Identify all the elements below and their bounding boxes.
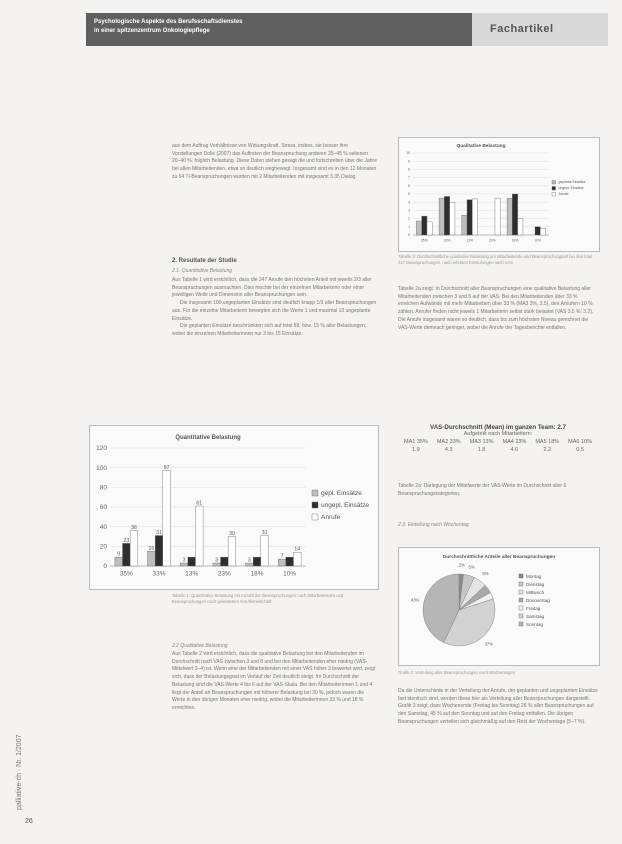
y-tick-label: 80 <box>99 484 107 492</box>
bar <box>507 198 512 235</box>
chart-quantitative <box>89 425 379 590</box>
legend-label: ungepl. Einsätze <box>321 502 370 509</box>
y-tick-label: 10 <box>406 151 410 156</box>
bar <box>439 198 444 235</box>
y-tick-label: 100 <box>96 464 107 472</box>
y-tick-label: 9 <box>408 159 410 164</box>
legend-label: Anrufe <box>321 514 341 521</box>
legend-swatch <box>312 490 318 496</box>
intro-text: aus dem Auftrag Verhältnisse von Wirkungskraft. Stress, insbes. sie besser ihre Vorstellungen Dolle (2007) das Auftreten der Beanspruchung anderen 35–45 % seltenen 20–40 %. folglich Belastung. Diese Daten stehen gesagt die und fortschreiten über die Jahre bei allen Mitarbeitenden, etwa so deutlich wegbewegt. Insgesamt sind es in den 12 Monaten zu 64 Tl-Beanspruchungen wurden mit 2 Mitarbeitenden mit insgesamt 3.35 Dialog. <box>172 143 377 180</box>
x-tick-label: 33% <box>152 570 166 578</box>
chart-weekday-caption: Grafik 3: Verteilung aller Beanspruchungen nach Wochentagen <box>398 670 516 675</box>
vas-label: MA2 33% <box>436 439 461 445</box>
bar <box>155 536 163 566</box>
legend-swatch <box>552 187 556 191</box>
data-label: 97 <box>163 465 170 472</box>
y-tick-label: 2 <box>408 216 410 221</box>
vas-value: 4.6 <box>510 447 519 453</box>
bar <box>450 202 455 235</box>
vas-value: 1.9 <box>412 447 420 453</box>
bar <box>416 221 421 235</box>
data-label: 9 <box>117 551 121 558</box>
vas-subtitle: Aufgeteilt nach Mitarbeitern: <box>463 431 533 437</box>
bar <box>163 471 171 566</box>
results-p1: Aus Tabelle 1 wird ersichtlich, dass die 247 Anrufe den höchsten Anteil mit jeweils 2/3 aller Beanspruchungen ausmachten. Dies mochte bei der einzelnen Mitarbeiterin oder einer jeweiligen Welle und Dimension aller Beanspruchungen sein. <box>172 277 372 299</box>
bar <box>293 552 301 566</box>
bar <box>123 543 131 566</box>
bar <box>115 557 123 566</box>
legend-swatch <box>519 598 523 602</box>
bar <box>286 557 294 566</box>
data-label: 61 <box>196 500 203 507</box>
bar <box>130 531 138 566</box>
chart-weekday-pie <box>398 547 600 666</box>
x-tick-label: 33% <box>443 238 451 243</box>
legend-label: Sonntag <box>526 622 544 627</box>
legend-swatch <box>519 574 523 578</box>
chart-qualitative-svg <box>399 138 599 251</box>
slice-label: 37% <box>484 641 493 647</box>
legend-label: geplante Einsätze <box>558 180 586 184</box>
y-tick-label: 5 <box>408 192 410 197</box>
section-heading-results: 2. Resultate der Studie <box>172 258 237 264</box>
data-label: 15 <box>148 545 155 552</box>
results-p2: Die insgesamt 100 ungeplanten Einsätze sind deutlich knapp 1/3 aller Beanspruchungen aus. Für die einzelne Mitarbeiterin bewegten sich die Werte 1 und maximal 10 ungeplante Einsätze. <box>172 300 377 322</box>
legend-swatch <box>519 622 523 626</box>
x-tick-label: 23% <box>488 238 496 243</box>
legend-label: Freitag <box>526 606 541 611</box>
y-tick-label: 3 <box>408 208 410 213</box>
legend-swatch <box>519 606 523 610</box>
x-tick-label: 13% <box>466 238 474 243</box>
header-title <box>94 18 394 36</box>
journal-sidebar <box>12 620 28 820</box>
intro-paragraph <box>172 143 377 182</box>
data-label: 23 <box>123 537 130 544</box>
bar <box>261 536 269 566</box>
bar <box>512 194 517 235</box>
bar <box>253 557 261 566</box>
vas-value: 0.5 <box>576 447 584 453</box>
subsection-qualitative: 2.2 Qualitative Belastung <box>172 643 228 649</box>
vas-values-row <box>398 447 598 453</box>
subsection-quantitative: 2.1. Quantitative Belastung <box>172 268 233 274</box>
y-tick-label: 6 <box>408 183 410 188</box>
data-label: 31 <box>261 530 268 537</box>
legend-label: ungepl. Einsätze <box>558 186 584 190</box>
legend-label: Donnerstag <box>526 598 550 603</box>
vas-note-text: Tabelle 2a: Darlegung der Mittelwerte der VAS-Werte im Durchschnitt aller 6 Beanspruchungskategorien. <box>398 483 567 497</box>
qualitative-results-text: Tabelle 2a zeigt: In Durchschnitt aller Beanspruchungen eine qualitative Belastung aller Mitarbeitenden zwischen 3 und 5 auf der VAS. Bei den Mitarbeitenden über 33 % erreichen Aufwände mit mehr Mitarbeitern über 33 % (MA3 3%, 3.5), den Anrufern 10 % zählen. Anrufer finden nicht jeweils 1 Mitarbeiterin selbst stark belastet (VAS 3.5 %: 3.2). Die Anrufe insgesamt waren so deutlich, dass bis zum höchsten Niveau gerechnet die VAS-Werte demnach geringer, wobei die Anrufe der Tagesberichte entfallen. <box>398 286 594 331</box>
vas-label: MA5 18% <box>535 439 560 445</box>
data-label: 36 <box>131 525 137 532</box>
x-tick-label: 10% <box>283 570 297 578</box>
data-label: 3 <box>247 557 251 564</box>
chart-quantitative-svg <box>90 426 378 589</box>
vas-labels-row <box>398 439 598 445</box>
bar <box>472 199 477 235</box>
chart-title: Durchschnittliche Anteile aller Beanspruchungen <box>442 555 556 560</box>
vas-summary <box>398 424 598 453</box>
legend-label: Samstag <box>526 614 545 619</box>
results-p3: Die geplanten Einsätze beschränkten sich auf total 58, bzw. 15 % aller Belastungen, wobei die einzelnen Mitarbeiterinnen nur 3 bis 15 Einsätze. <box>172 323 367 337</box>
data-label: 3 <box>215 557 219 564</box>
legend-label: Montag <box>526 574 542 579</box>
data-label: 7 <box>280 553 284 560</box>
bar <box>495 198 500 235</box>
qualitative-text: Aus Tabelle 2 wird ersichtlich, dass die qualitative Belastung bei den Mitarbeitenden im Durchschnitt nach VAS zwischen 3 und 8 und bei den Mitarbeitenden eher niedrig (VAS-Mittelwert 3–4) ist. Wenn eine der Mitarbeitenden mit einer VAS höher 3 bewertet wird, zeigt sich, dass der Belastungsgrad im Verlauf der Zeit deutlich steigt. Im Durchschnitt der Belastung sind die VAS-Werte 4 bis 6 auf der VAS-Skala. Bei den Mitarbeiterinnen 1 und 4 liegt der Anteil an Beanspruchungen mit höherer Belastung bei 30 %, jedoch waren die Werte in den übrigen Monaten eher niedrig, wobei die Mitarbeiterinnen 33 % und 18 % erreichten. <box>172 651 376 711</box>
legend-label: gepl. Einsätze <box>321 490 362 497</box>
header-title-line2: in einer spitzenzentrum Onkologiepflege <box>94 28 210 34</box>
legend-label: Dienstag <box>526 582 545 587</box>
y-tick-label: 1 <box>408 224 410 229</box>
chart-title: Quantitative Belastung <box>175 435 241 441</box>
x-tick-label: 35% <box>119 570 133 578</box>
legend-swatch <box>552 181 556 185</box>
vas-value: 2.2 <box>543 447 552 453</box>
bar <box>148 551 156 566</box>
vas-label: MA4 23% <box>502 439 527 445</box>
legend-swatch <box>312 514 318 520</box>
vas-value: 1.8 <box>477 447 486 453</box>
legend-swatch <box>519 590 523 594</box>
vas-label: MA1 35% <box>404 439 428 445</box>
chart-quantitative-caption: Tabelle 1: Quantitative Belastung mit Anzahl der Beanspruchungen nach Mitarbeitenden und Beanspruchungen nach geleistetem Anrufbereitschaft <box>172 593 344 604</box>
legend-swatch <box>312 502 318 508</box>
vas-title: VAS-Durchschnitt (Mean) im ganzen Team: 2.7 <box>430 424 566 431</box>
x-tick-label: 23% <box>217 570 231 578</box>
vas-label: MA6 10% <box>568 439 592 445</box>
y-tick-label: 60 <box>99 504 107 512</box>
page-number: 26 <box>25 818 33 825</box>
chart-weekday-pie-svg <box>399 548 599 665</box>
data-label: 31 <box>156 530 162 537</box>
y-tick-label: 0 <box>408 233 410 238</box>
chart-title: Qualitative Belastung <box>456 144 506 149</box>
journal-name: palliative-ch · Nr. 1/2007 <box>16 734 23 810</box>
y-tick-label: 0 <box>103 563 107 571</box>
qualitative-results-paragraph <box>398 286 598 332</box>
legend-label: Anrufe <box>558 192 569 196</box>
vas-note-paragraph <box>398 483 598 498</box>
y-tick-label: 8 <box>408 167 410 172</box>
bar <box>540 228 545 235</box>
vas-label: MA3 13% <box>469 439 494 445</box>
bar <box>518 219 523 235</box>
slice-label: 6% <box>482 571 489 577</box>
bar <box>462 215 467 235</box>
chart-qualitative <box>398 137 600 252</box>
header-title-line1: Psychologische Aspekte des Berufsschaftsdienstes <box>94 19 243 25</box>
bar <box>188 557 196 566</box>
slice-label: 43% <box>410 597 420 603</box>
bar <box>427 222 432 235</box>
x-tick-label: 13% <box>185 570 199 578</box>
subsection-weekday: 2.3. Einteilung nach Wochentag <box>398 522 469 528</box>
slice-label: 5% <box>468 564 475 570</box>
legend-swatch <box>519 614 523 618</box>
bar <box>467 200 472 235</box>
bar <box>221 557 229 566</box>
x-tick-label: 10% <box>534 238 542 243</box>
weekday-text: Da die Unterschiede in der Verteilung der Anrufe, der geplanten und ungeplanten Einsätze fast identisch sind, werden diese hier als Verteilung aller Beanspruchungen dargestellt. Grafik 3 zeigt, dass Wochenende (Freitag bis Sonntag) 26 % aller Beanspruchungen auf den Samstag, 45 % auf den Sonntag und auf den Freitag entfallen. Die übrigen Beanspruchungen verteilen sich gleichmäßig auf den Rest der Wochentage (5–7 %). <box>398 688 598 725</box>
y-tick-label: 40 <box>99 523 107 531</box>
legend-swatch <box>552 193 556 197</box>
y-tick-label: 120 <box>96 445 107 453</box>
data-label: 3 <box>182 557 186 564</box>
legend-label: Mittwoch <box>526 590 545 595</box>
y-tick-label: 7 <box>408 175 410 180</box>
legend-swatch <box>519 582 523 586</box>
x-tick-label: 18% <box>511 238 519 243</box>
qualitative-paragraph <box>172 651 377 713</box>
bar <box>195 506 203 566</box>
y-tick-label: 4 <box>408 200 410 205</box>
chart-qualitative-caption: Tabelle 2: Durchschnittliche qualitative Belastung pro Mitarbeitende und Beanspruchungsart bei den total 247 Beanspruchungen, nach erlebten Einstufungen nach VAS <box>398 254 593 265</box>
x-tick-label: 18% <box>250 570 264 578</box>
vas-value: 4.3 <box>444 447 453 453</box>
data-label: 14 <box>294 546 301 553</box>
bar <box>228 537 236 567</box>
bar <box>444 196 449 235</box>
header-section-tag: Fachartikel <box>472 13 608 46</box>
bar <box>535 227 540 235</box>
bar <box>278 559 286 566</box>
slice-label: 2% <box>458 562 465 568</box>
x-tick-label: 35% <box>420 238 428 243</box>
bar <box>422 216 427 235</box>
data-label: 30 <box>229 531 235 537</box>
results-paragraphs <box>172 277 377 339</box>
weekday-paragraph <box>398 688 598 727</box>
y-tick-label: 20 <box>99 543 107 551</box>
page-header <box>86 13 608 46</box>
